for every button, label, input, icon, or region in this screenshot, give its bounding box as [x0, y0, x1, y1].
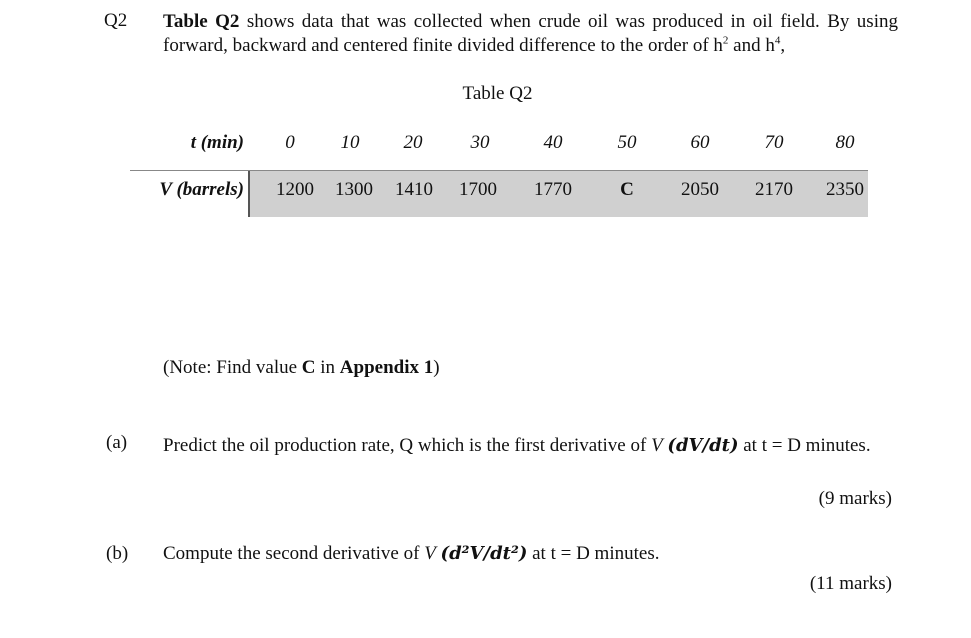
part-a-text-1: Predict the oil production rate, Q which is the first derivative of — [163, 435, 652, 456]
intro-table-ref: Table Q2 — [163, 11, 240, 32]
part-a-text — [163, 432, 898, 459]
part-b-marks: (11 marks) — [809, 573, 892, 594]
time-cell: 60 — [690, 132, 710, 153]
intro-sup-2: 4 — [774, 34, 781, 47]
time-cell: 70 — [764, 132, 784, 153]
note-suffix: ) — [433, 357, 440, 378]
part-b-label: (b) — [106, 543, 129, 564]
time-label: t (min) — [190, 132, 244, 153]
time-cell: 50 — [617, 132, 637, 153]
volume-cell: 1770 — [534, 179, 572, 200]
part-b-math: (d²V/dt²) — [440, 543, 528, 564]
intro-text-2: and h — [728, 35, 775, 56]
note-c: C — [301, 357, 316, 378]
volume-cell: 2350 — [826, 179, 864, 200]
question-intro — [163, 10, 898, 58]
part-a-v: V — [651, 435, 663, 456]
table-caption: Table Q2 — [462, 83, 533, 104]
part-a-text-2: at t = D minutes. — [738, 435, 871, 456]
time-cell: 80 — [835, 132, 855, 153]
time-cell: 30 — [470, 132, 490, 153]
time-cell: 20 — [403, 132, 423, 153]
time-row — [130, 124, 868, 170]
intro-sup-1: 2 — [722, 34, 729, 47]
data-table — [130, 124, 868, 217]
volume-cell: 2050 — [681, 179, 719, 200]
volume-cell: 2170 — [755, 179, 793, 200]
volume-cell: 1300 — [335, 179, 373, 200]
part-b-text — [163, 543, 659, 565]
volume-cell: 1410 — [395, 179, 433, 200]
intro-text-3: , — [780, 35, 786, 56]
part-a-marks: (9 marks) — [818, 488, 892, 509]
part-b-text-1: Compute the second derivative of — [163, 543, 425, 564]
volume-cell: 1200 — [276, 179, 314, 200]
intro-text-1: shows data that was collected when crude oil was produced in oil field. By using forward, backward and centered finite divided difference to the order of h — [163, 11, 898, 56]
part-a-math: (dV/dt) — [667, 435, 739, 456]
volume-label: V (barrels) — [159, 179, 244, 200]
volume-row — [130, 170, 868, 217]
note-mid: in — [315, 357, 340, 378]
part-b-text-2: at t = D minutes. — [527, 543, 660, 564]
part-b-v: V — [424, 543, 436, 564]
note-prefix: (Note: Find value — [163, 357, 302, 378]
time-cell: 10 — [340, 132, 360, 153]
note — [163, 357, 440, 379]
time-cell: 40 — [543, 132, 563, 153]
note-appendix: Appendix 1 — [339, 357, 434, 378]
volume-cell: C — [620, 179, 634, 200]
question-number: Q2 — [104, 10, 128, 31]
volume-cell: 1700 — [459, 179, 497, 200]
time-cell: 0 — [285, 132, 295, 153]
part-a-label: (a) — [106, 432, 128, 453]
